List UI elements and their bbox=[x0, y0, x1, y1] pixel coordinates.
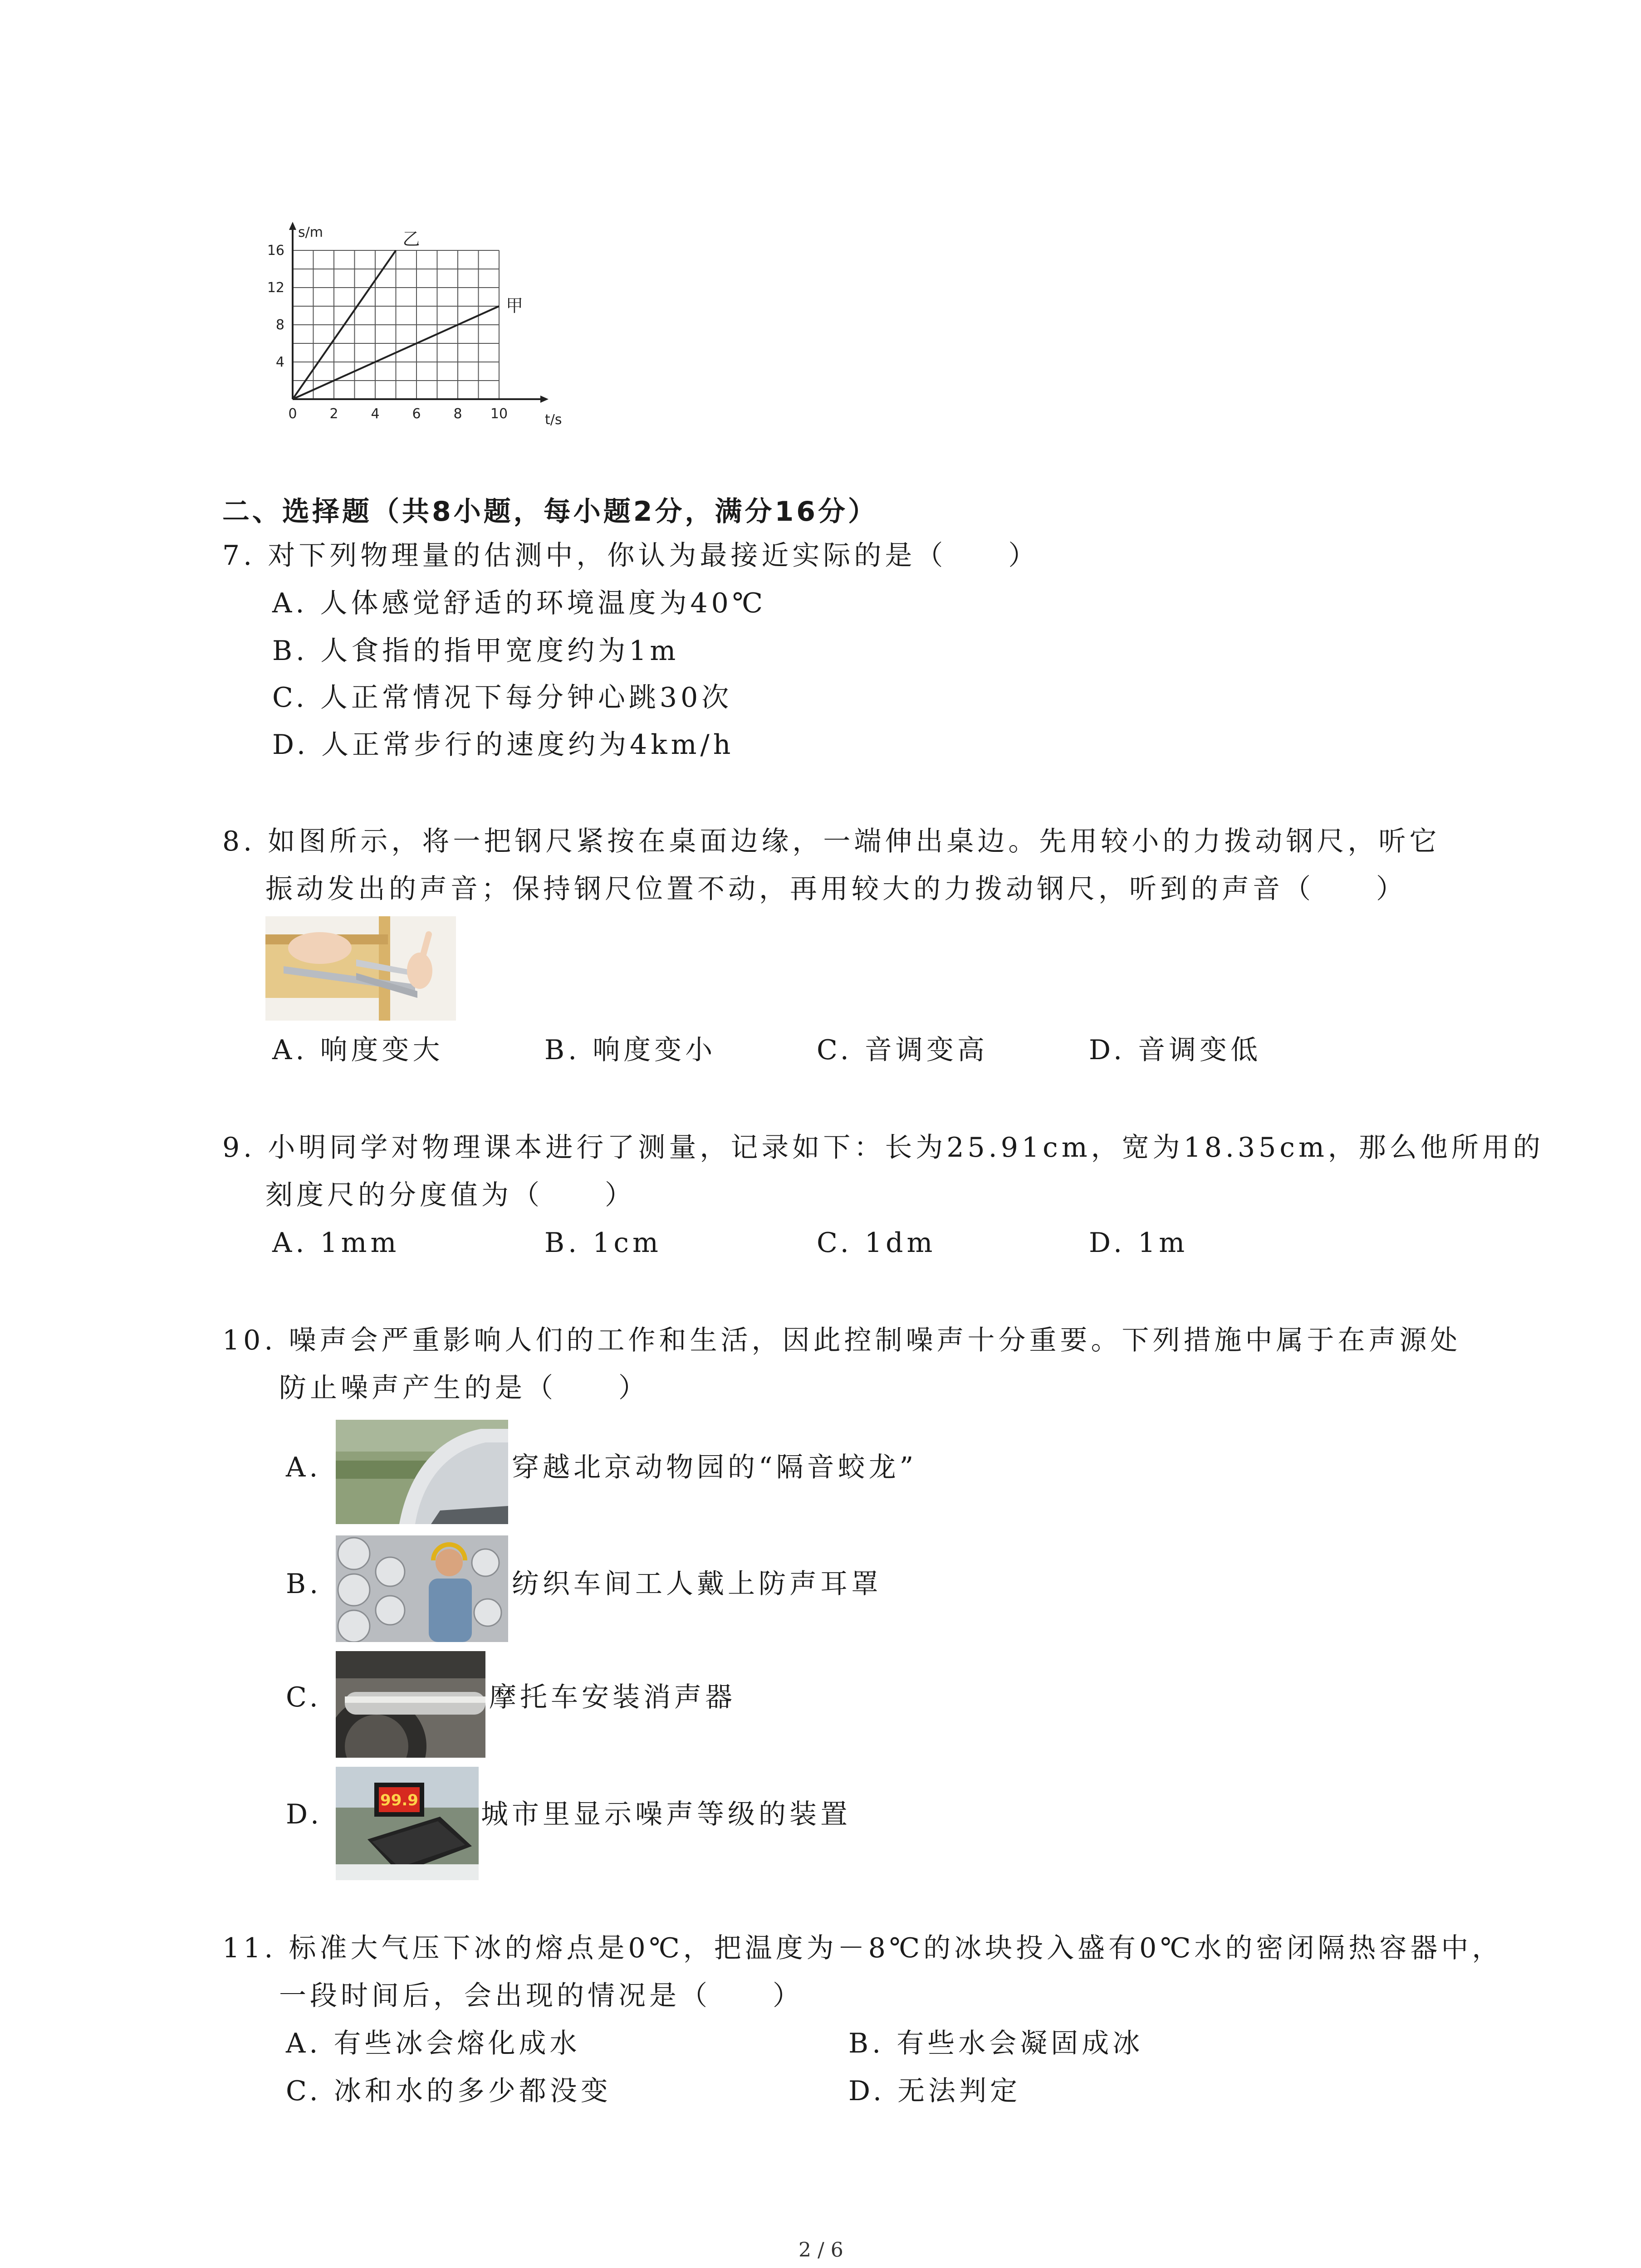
q11-option-d[interactable]: D. 无法判定 bbox=[848, 2075, 1021, 2107]
q10-option-d-text[interactable]: 城市里显示噪声等级的装置 bbox=[481, 1799, 851, 1830]
motorcycle-muffler-image bbox=[336, 1651, 485, 1758]
y-axis-arrow bbox=[289, 222, 296, 230]
x-axis-label: t/s bbox=[545, 412, 562, 428]
q8-option-b[interactable]: B. 响度变小 bbox=[544, 1034, 716, 1066]
q8-stem-line2: 振动发出的声音；保持钢尺位置不动，再用较大的力拨动钢尺，听到的声音（ ） bbox=[265, 873, 1407, 905]
x-tick-label: 6 bbox=[412, 406, 421, 422]
page-number: 2 / 6 bbox=[798, 2239, 843, 2262]
series-label: 乙 bbox=[402, 229, 420, 249]
q8-option-c[interactable]: C. 音调变高 bbox=[817, 1034, 988, 1066]
x-tick-label: 8 bbox=[453, 406, 462, 422]
x-tick-label: 4 bbox=[371, 406, 380, 422]
q8-option-a[interactable]: A. 响度变大 bbox=[272, 1034, 444, 1066]
q11-option-a[interactable]: A. 有些冰会熔化成水 bbox=[286, 2028, 581, 2059]
x-tick-label: 0 bbox=[288, 406, 297, 422]
q7-option-a[interactable]: A. 人体感觉舒适的环境温度为40℃ bbox=[272, 587, 766, 619]
q10-option-d-letter[interactable]: D. bbox=[286, 1799, 323, 1830]
x-tick-label: 2 bbox=[329, 406, 338, 422]
q7-option-b[interactable]: B. 人食指的指甲宽度约为1m bbox=[272, 635, 680, 667]
q10-option-c-letter[interactable]: C. bbox=[286, 1681, 322, 1713]
q8-stem-line1: 8. 如图所示，将一把钢尺紧按在桌面边缘，一端伸出桌边。先用较小的力拨动钢尺，听它 bbox=[222, 826, 1440, 857]
q10-option-a-text[interactable]: 穿越北京动物园的“隔音蛟龙” bbox=[512, 1452, 917, 1483]
svg-text:99.9: 99.9 bbox=[380, 1791, 418, 1809]
q10-option-b-text[interactable]: 纺织车间工人戴上防声耳罩 bbox=[512, 1568, 882, 1600]
q9-option-a[interactable]: A. 1mm bbox=[272, 1227, 400, 1259]
section-title: 二、选择题（共8小题，每小题2分，满分16分） bbox=[222, 496, 878, 528]
q9-option-c[interactable]: C. 1dm bbox=[817, 1227, 936, 1259]
y-tick-label: 12 bbox=[267, 280, 284, 296]
q10-option-c-text[interactable]: 摩托车安装消声器 bbox=[489, 1681, 736, 1713]
q11-option-b[interactable]: B. 有些水会凝固成冰 bbox=[848, 2028, 1144, 2059]
x-axis-arrow bbox=[540, 396, 549, 403]
q9-stem-line2: 刻度尺的分度值为（ ） bbox=[265, 1179, 636, 1211]
x-tick-label: 10 bbox=[490, 406, 508, 422]
q7-option-c[interactable]: C. 人正常情况下每分钟心跳30次 bbox=[272, 682, 733, 714]
y-tick-label: 16 bbox=[267, 243, 284, 259]
q9-option-b[interactable]: B. 1cm bbox=[544, 1227, 662, 1259]
q10-option-a-letter[interactable]: A. bbox=[286, 1452, 322, 1483]
q10-option-b-letter[interactable]: B. bbox=[286, 1568, 322, 1600]
q11-stem-line2: 一段时间后，会出现的情况是（ ） bbox=[279, 1980, 803, 2012]
noise-meter-image bbox=[336, 1767, 479, 1880]
st-graph bbox=[254, 200, 572, 435]
q11-stem-line1: 11. 标准大气压下冰的熔点是0℃，把温度为－8℃的冰块投入盛有0℃水的密闭隔热容器中， bbox=[222, 1932, 1503, 1964]
q7-stem: 7. 对下列物理量的估测中，你认为最接近实际的是（ ） bbox=[222, 540, 1039, 572]
q11-option-c[interactable]: C. 冰和水的多少都没变 bbox=[286, 2075, 612, 2107]
sound-barrier-image bbox=[336, 1420, 508, 1524]
q10-stem-line1: 10. 噪声会严重影响人们的工作和生活，因此控制噪声十分重要。下列措施中属于在声源处 bbox=[222, 1325, 1461, 1356]
textile-worker-image bbox=[336, 1535, 508, 1642]
q10-stem-line2: 防止噪声产生的是（ ） bbox=[279, 1372, 649, 1404]
ruler-vibration-image bbox=[265, 916, 456, 1021]
y-axis-label: s/m bbox=[298, 224, 323, 240]
q9-stem-line1: 9. 小明同学对物理课本进行了测量，记录如下：长为25.91cm，宽为18.35cm，那么他所用的 bbox=[222, 1132, 1544, 1163]
series-label: 甲 bbox=[506, 296, 524, 316]
y-tick-label: 8 bbox=[275, 317, 284, 333]
q7-option-d[interactable]: D. 人正常步行的速度约为4km/h bbox=[272, 729, 735, 761]
q9-option-d[interactable]: D. 1m bbox=[1089, 1227, 1189, 1259]
st-chart bbox=[254, 200, 572, 435]
q8-option-d[interactable]: D. 音调变低 bbox=[1089, 1034, 1262, 1066]
y-tick-label: 4 bbox=[275, 354, 284, 370]
